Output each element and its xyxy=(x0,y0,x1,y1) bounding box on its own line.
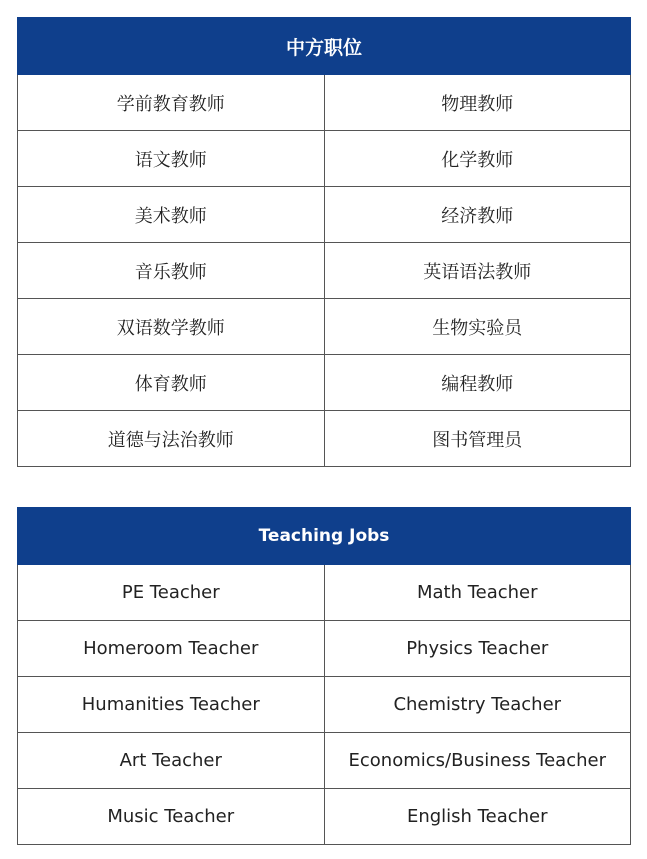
job-cell: Chemistry Teacher xyxy=(324,677,631,733)
job-cell: 道德与法治教师 xyxy=(18,411,325,467)
table-row xyxy=(18,299,631,355)
job-cell: 学前教育教师 xyxy=(18,75,325,131)
job-cell: Math Teacher xyxy=(324,565,631,621)
table-row xyxy=(18,677,631,733)
table-title: 中方职位 xyxy=(18,18,631,75)
table-row xyxy=(18,733,631,789)
table-row xyxy=(18,131,631,187)
table-row xyxy=(18,355,631,411)
job-cell: 编程教师 xyxy=(324,355,631,411)
job-cell: 物理教师 xyxy=(324,75,631,131)
job-cell: English Teacher xyxy=(324,789,631,845)
job-cell: PE Teacher xyxy=(18,565,325,621)
job-cell: Physics Teacher xyxy=(324,621,631,677)
table-row xyxy=(18,243,631,299)
job-cell: 经济教师 xyxy=(324,187,631,243)
job-cell: Art Teacher xyxy=(18,733,325,789)
table-header-row xyxy=(18,508,631,565)
job-cell: Music Teacher xyxy=(18,789,325,845)
job-cell: 图书管理员 xyxy=(324,411,631,467)
teaching-jobs-table xyxy=(17,507,631,845)
table-row xyxy=(18,565,631,621)
job-cell: 音乐教师 xyxy=(18,243,325,299)
table-row xyxy=(18,621,631,677)
table-row xyxy=(18,411,631,467)
job-cell: 化学教师 xyxy=(324,131,631,187)
job-cell: Humanities Teacher xyxy=(18,677,325,733)
table-title: Teaching Jobs xyxy=(18,508,631,565)
job-cell: Economics/Business Teacher xyxy=(324,733,631,789)
chinese-positions-table xyxy=(17,17,631,467)
table-row xyxy=(18,789,631,845)
table-row xyxy=(18,75,631,131)
table-row xyxy=(18,187,631,243)
job-cell: 语文教师 xyxy=(18,131,325,187)
job-cell: 双语数学教师 xyxy=(18,299,325,355)
job-cell: 生物实验员 xyxy=(324,299,631,355)
job-cell: 美术教师 xyxy=(18,187,325,243)
job-cell: 体育教师 xyxy=(18,355,325,411)
table-header-row xyxy=(18,18,631,75)
job-cell: Homeroom Teacher xyxy=(18,621,325,677)
job-cell: 英语语法教师 xyxy=(324,243,631,299)
